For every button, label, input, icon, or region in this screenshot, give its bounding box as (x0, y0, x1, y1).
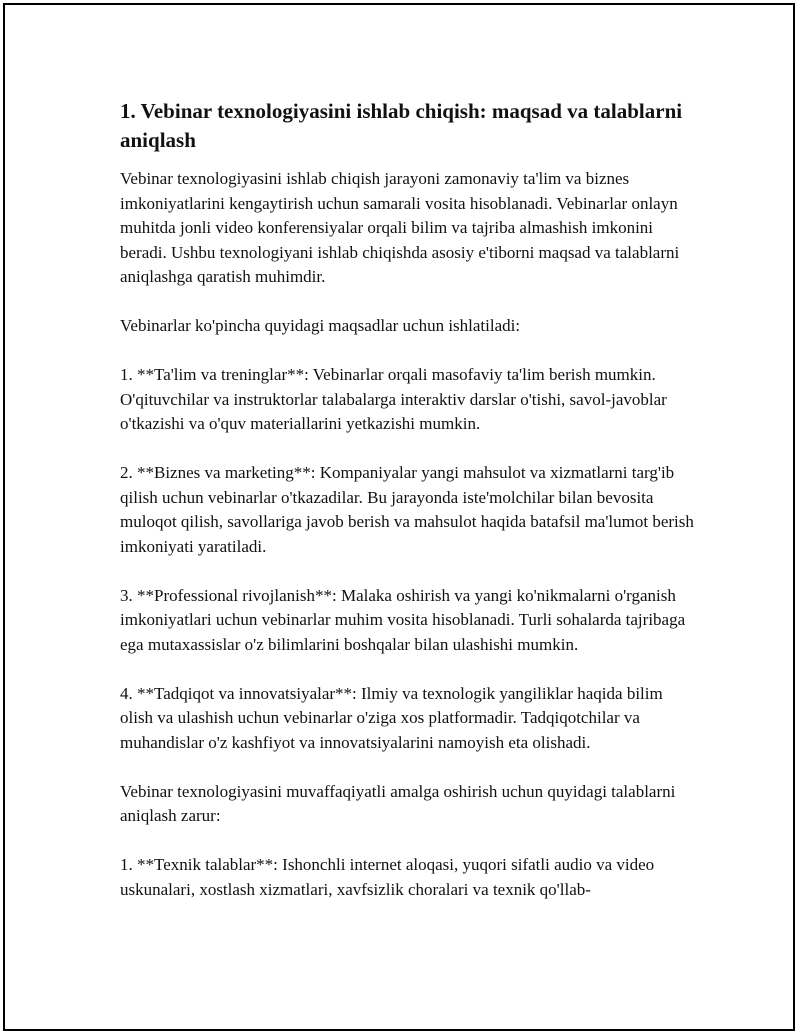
goal-item-business: 2. **Biznes va marketing**: Kompaniyalar yangi mahsulot va xizmatlarni targ'ib qilish uchun vebinarlar o'tkazadilar. Bu jarayonda iste'molchilar bilan bevosita muloqot qilish, savollariga javob berish va mahsulot haqida batafsil ma'lumot berish imkoniyati yaratiladi. (120, 463, 694, 556)
document-title: 1. Vebinar texnologiyasini ishlab chiqish: maqsad va talablarni aniqlash (120, 99, 683, 152)
intro-paragraph: Vebinar texnologiyasini ishlab chiqish jarayoni zamonaviy ta'lim va biznes imkoniyatlarini kengaytirish uchun samarali vosita hisoblanadi. Vebinarlar onlayn muhitda jonli video konferensiyalar orqali bilim va tajriba almashish imkonini beradi. Ushbu texnologiyani ishlab chiqishda asosiy e'tiborni maqsad va talablarni aniqlashga qaratish muhimdir. (120, 169, 680, 286)
goal-item-research: 4. **Tadqiqot va innovatsiyalar**: Ilmiy va texnologik yangiliklar haqida bilim olish va ulashish uchun vebinarlar o'ziga xos platformadir. Tadqiqotchilar va muhandislar o'z kashfiyot va innovatsiyalarini namoyish eta olishadi. (120, 683, 663, 752)
requirement-item-technical: 1. **Texnik talablar**: Ishonchli internet aloqasi, yuqori sifatli audio va video uskunalari, xostlash xizmatlari, xavfsizlik choralari va texnik qo'llab- (120, 855, 655, 899)
goal-item-professional: 3. **Professional rivojlanish**: Malaka oshirish va yangi ko'nikmalarni o'rganish imkoniyatlari uchun vebinarlar muhim vosita hisoblanadi. Turli sohalarda tajribaga ega mutaxassislar o'z bilimlarini boshqalar bilan ulashishi mumkin. (120, 585, 686, 654)
goals-intro-paragraph: Vebinarlar ko'pincha quyidagi maqsadlar uchun ishlatiladi: (120, 316, 521, 335)
goal-item-education: 1. **Ta'lim va treninglar**: Vebinarlar orqali masofaviy ta'lim berish mumkin. O'qituvchilar va instruktorlar talabalarga interaktiv darslar o'tishi, savol-javoblar o'tkazishi va o'quv materiallarini yetkazishi mumkin. (120, 365, 667, 433)
document-body (120, 97, 700, 927)
page-frame (3, 3, 795, 1031)
requirements-intro-paragraph: Vebinar texnologiyasini muvaffaqiyatli amalga oshirish uchun quyidagi talablarni aniqlash zarur: (120, 781, 676, 825)
